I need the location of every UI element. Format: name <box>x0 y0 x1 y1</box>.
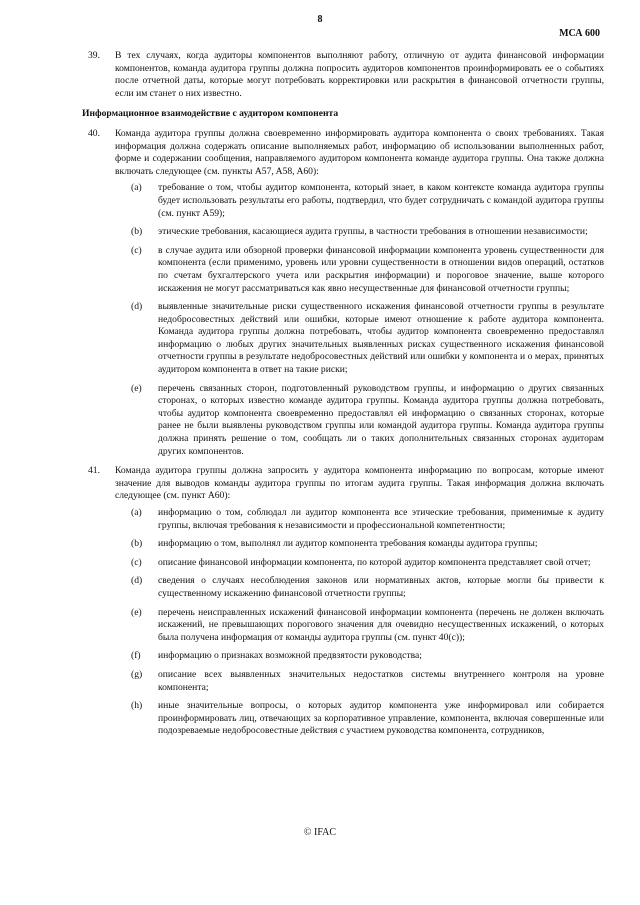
list-item <box>115 507 604 532</box>
item-text: информацию о том, соблюдал ли аудитор компонента все этические требования, применимые к аудиту группы, включая требования к независимости и профессиональной компетентности; <box>158 507 604 531</box>
list-item <box>115 301 604 377</box>
paragraph-text: Команда аудитора группы должна запросить у аудитора компонента информацию по вопросам, которые имеют значение для выводов команды аудитора группы по итогам аудита группы. Такая информация должна включать следующее (см. пункт A60): <box>115 465 604 502</box>
copyright-footer: © IFAC <box>303 827 337 838</box>
item-text: выявленные значительные риски существенного искажения финансовой отчетности группы в результате недобросовестных действий или ошибки, которые имеют отношение к работе аудитора компонента. Команда аудитора группы должна потребовать, чтобы аудитор компонента своевременно предоставлял информацию о любых других значительных выявленных рисках существенного искажения финансовой отчетности группы в результате недобросовестных действий или ошибки у компонента и о мерах, принятых аудитором компонента в ответ на такие риски; <box>158 301 604 376</box>
section-heading: Информационное взаимодействие с аудитором компонента <box>82 108 339 120</box>
item-label: (e) <box>131 382 142 394</box>
item-label: (a) <box>131 182 142 194</box>
paragraph-39 <box>88 50 604 100</box>
subitem-list <box>115 182 604 458</box>
paragraph-number: 39. <box>88 50 100 61</box>
item-label: (g) <box>131 668 143 680</box>
list-item <box>115 245 604 295</box>
list-item <box>115 383 604 459</box>
paragraph-40 <box>88 128 604 458</box>
list-item <box>115 669 604 694</box>
paragraph-text: Команда аудитора группы должна своевременно информировать аудитора компонента о своих требованиях. Такая информация должна содержать описание выполняемых работ, информацию об использовании выполненных работ, форме и содержании сообщения, направляемого аудитором компонента команде аудитора группы. Она также должна включать следующее (см. пункты A57, A58, A60): <box>115 127 604 177</box>
item-text: иные значительные вопросы, о которых аудитор компонента уже информировал или собирается проинформировать лиц, отвечающих за корпоративное управление, компонента, включая совершенные или подозреваемые недобросовестные действия с участием руководства компонента, сотрудников, <box>158 700 604 737</box>
standard-code: МСА 600 <box>559 28 600 39</box>
paragraph-number: 41. <box>88 465 100 477</box>
item-text: информацию о признаках возможной предвзятости руководства; <box>158 650 422 662</box>
item-text: информацию о том, выполнял ли аудитор компонента требования команды аудитора группы; <box>158 538 538 550</box>
page-number: 8 <box>317 14 323 25</box>
list-item <box>115 557 604 570</box>
list-item <box>115 607 604 645</box>
page-body <box>82 50 604 745</box>
item-label: (a) <box>131 507 142 518</box>
item-text: этические требования, касающиеся аудита группы, в частности требования в отношении независимости; <box>158 226 588 238</box>
list-item <box>115 182 604 220</box>
item-label: (d) <box>131 301 143 313</box>
item-label: (d) <box>131 575 143 587</box>
item-label: (e) <box>131 606 142 618</box>
item-label: (c) <box>131 556 142 568</box>
item-text: перечень связанных сторон, подготовленный руководством группы, и информацию о других связанных сторонах, о которых известно команде аудитора группы. Команда аудитора группы должна потребовать, чтобы аудитор компонента своевременно предоставлял ей информацию о связанных сторонах, которые ранее не были выявлены руководством группы или командой аудитора группы. Команда аудитора группы должна принять решение о том, сообщать ли о таких дополнительных связанных сторонах аудиторам других компонентов. <box>158 382 604 457</box>
item-text: сведения о случаях несоблюдения законов или нормативных актов, которые могли бы привести к существенному искажению финансовой отчетности группы; <box>158 575 604 599</box>
item-text: описание финансовой информации компонента, по которой аудитор компонента представляет свой отчет; <box>158 556 591 568</box>
list-item <box>115 650 604 663</box>
item-label: (c) <box>131 244 142 256</box>
item-label: (h) <box>131 700 143 712</box>
item-label: (b) <box>131 538 143 550</box>
item-label: (b) <box>131 226 143 238</box>
item-text: перечень неисправленных искажений финансовой информации компонента (перечень не должен включать искажений, не превышающих порогового значения для очевидно несущественных искажений, о которых была получена информация от команды аудитора группы (см. пункт 40(c)); <box>158 606 604 643</box>
item-text: требование о том, чтобы аудитор компонента, который знает, в каком контексте команда аудитора группы будет использовать результаты его работы, подтвердил, что будет сотрудничать с командой аудитора группы (см. пункт A59); <box>158 182 604 219</box>
item-text: описание всех выявленных значительных недостатков системы внутреннего контроля на уровне компонента; <box>158 668 604 693</box>
list-item <box>115 700 604 738</box>
list-item <box>115 226 604 239</box>
paragraph-number: 40. <box>88 127 100 139</box>
paragraph-text: В тех случаях, когда аудиторы компонентов выполняют работу, отличную от аудита финансовой информации компонентов, команда аудитора группы должна попросить аудиторов компонентов проинформировать ее о событиях после отчетной даты, которые могут потребовать корректировки или раскрытия в финансовой отчетности группы, если им станет о них известно. <box>115 50 604 99</box>
item-text: в случае аудита или обзорной проверки финансовой информации компонента уровень существенности для компонента (если применимо, уровень или уровни существенности в отношении видов операций, остатков по счетам бухгалтерского учета или раскрытия информации) и пороговое значение, выше которого искажения не могут рассматриваться как явно несущественные для финансовой отчетности группы; <box>158 244 604 294</box>
subitem-list <box>115 507 604 738</box>
list-item <box>115 575 604 600</box>
paragraph-41 <box>88 465 604 738</box>
list-item <box>115 538 604 551</box>
item-label: (f) <box>131 650 141 662</box>
